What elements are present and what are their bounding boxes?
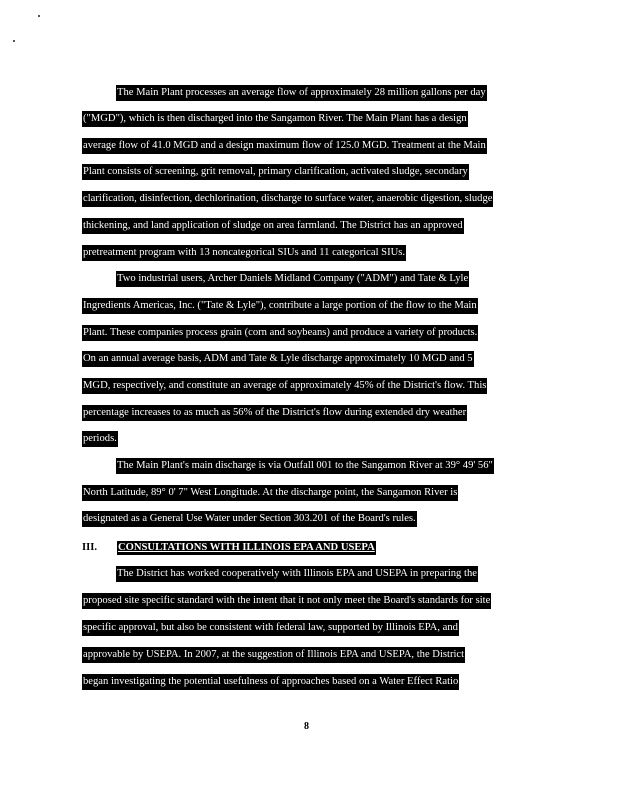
paragraph-2-line-5: MGD, respectively, and constitute an average of approximately 45% of the District's flow. This xyxy=(82,378,487,394)
page-number: 8 xyxy=(304,721,309,732)
paragraph-2-line-3: Plant. These companies process grain (corn and soybeans) and produce a variety of products. xyxy=(82,325,478,341)
paragraph-1-line-5: clarification, disinfection, dechlorination, discharge to surface water, anaerobic digestion, sludge xyxy=(82,191,493,207)
paragraph-1-line-3: average flow of 41.0 MGD and a design maximum flow of 125.0 MGD. Treatment at the Main xyxy=(82,138,487,154)
paragraph-3-line-1: The Main Plant's main discharge is via Outfall 001 to the Sangamon River at 39° 49' 56" xyxy=(116,458,494,474)
paragraph-1-line-6: thickening, and land application of sludge on area farmland. The District has an approved xyxy=(82,218,464,234)
paragraph-4-line-2: proposed site specific standard with the intent that it not only meet the Board's standards for site xyxy=(82,593,491,609)
section-number: III. xyxy=(82,542,98,553)
paragraph-1-line-7: pretreatment program with 13 noncategorical SIUs and 11 categorical SIUs. xyxy=(82,245,406,261)
scan-speck xyxy=(38,15,40,17)
paragraph-3-line-3: designated as a General Use Water under Section 303.201 of the Board's rules. xyxy=(82,511,417,527)
paragraph-2-line-6: percentage increases to as much as 56% of the District's flow during extended dry weather xyxy=(82,405,467,421)
scan-speck xyxy=(13,40,15,42)
section-title: CONSULTATIONS WITH ILLINOIS EPA AND USEPA xyxy=(118,542,375,553)
paragraph-1-line-2: ("MGD"), which is then discharged into the Sangamon River. The Main Plant has a design xyxy=(82,111,468,127)
paragraph-2-line-2: Ingredients Americas, Inc. ("Tate & Lyle"), contribute a large portion of the flow to the Main xyxy=(82,298,478,314)
paragraph-3-line-2: North Latitude, 89° 0' 7" West Longitude. At the discharge point, the Sangamon River is xyxy=(82,485,458,501)
paragraph-1-line-1: The Main Plant processes an average flow of approximately 28 million gallons per day xyxy=(116,85,487,101)
paragraph-4-line-5: began investigating the potential usefulness of approaches based on a Water Effect Ratio xyxy=(82,674,459,690)
paragraph-4-line-3: specific approval, but also be consistent with federal law, supported by Illinois EPA, and xyxy=(82,620,459,636)
paragraph-2-line-7: periods. xyxy=(82,431,118,447)
paragraph-4-line-1: The District has worked cooperatively with Illinois EPA and USEPA in preparing the xyxy=(116,566,478,582)
paragraph-4-line-4: approvable by USEPA. In 2007, at the suggestion of Illinois EPA and USEPA, the District xyxy=(82,647,465,663)
paragraph-1-line-4: Plant consists of screening, grit removal, primary clarification, activated sludge, secondary xyxy=(82,164,469,180)
paragraph-2-line-1: Two industrial users, Archer Daniels Midland Company ("ADM") and Tate & Lyle xyxy=(116,271,469,287)
paragraph-2-line-4: On an annual average basis, ADM and Tate & Lyle discharge approximately 10 MGD and 5 xyxy=(82,351,474,367)
